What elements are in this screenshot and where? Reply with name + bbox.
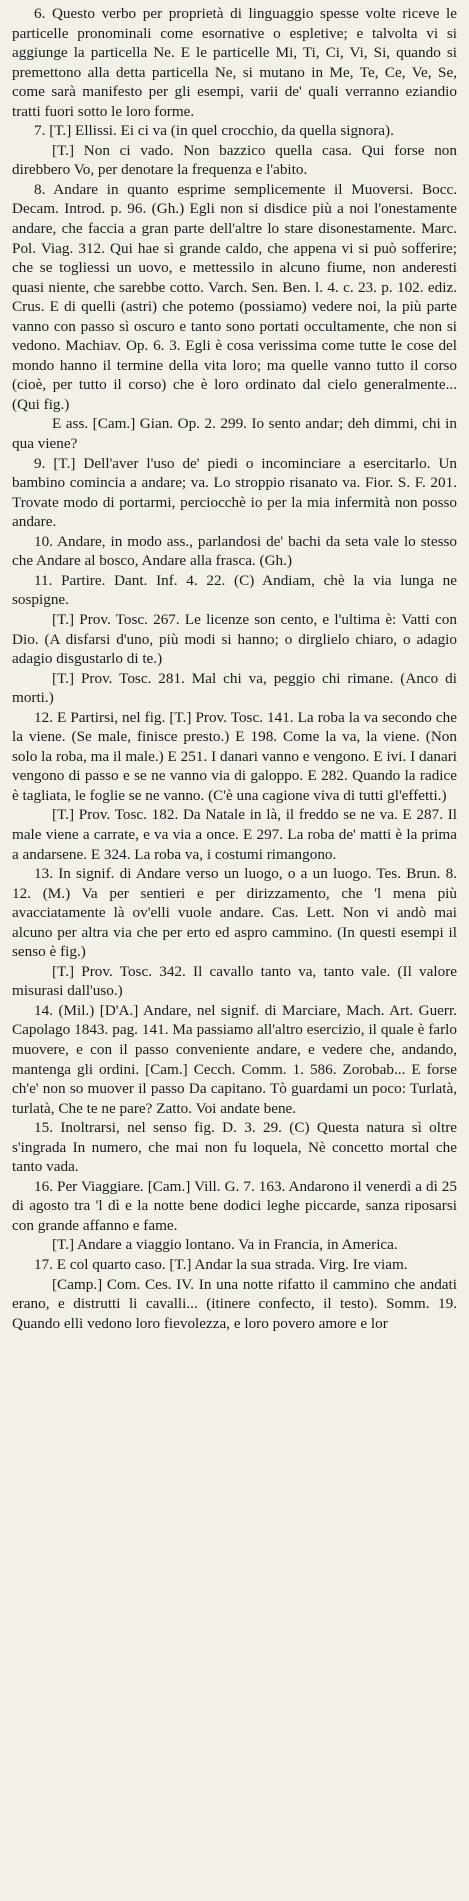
entry-12: 12. E Partirsi, nel fig. [T.] Prov. Tosc. 141. La roba la va secondo che la viene. (Se male, finisce presto.) E 198. Come la va, la viene. (Non solo la roba, ma il male.) E 251. I danari vanno e vengono. E ivi. I danari vengono di passo e se ne vanno via di galoppo. E 282. Quando la radice è tagliata, le foglie se ne vanno. (C'è una cagione viva di tutti gl'effetti.)	[12, 708, 457, 804]
entry-11: 11. Partire. Dant. Inf. 4. 22. (C) Andiam, chè la via lunga ne sospigne.	[12, 571, 457, 609]
entry-12-sub: [T.] Prov. Tosc. 182. Da Natale in là, il freddo se ne va. E 287. Il male viene a carrate, e va via a once. E 297. La roba de' matti è la prima a andarsene. E 324. La roba va, i costumi rimangono.	[12, 806, 457, 863]
entry-13-sub: [T.] Prov. Tosc. 342. Il cavallo tanto va, tanto vale. (Il valore misurasi dall'uso.)	[12, 962, 457, 1000]
entry-11-sub-b: [T.] Prov. Tosc. 281. Mal chi va, peggio chi rimane. (Anco di morti.)	[12, 669, 457, 707]
entry-11-sub-a: [T.] Prov. Tosc. 267. Le licenze son cento, e l'ultima è: Vatti con Dio. (A disfarsi d'uno, più modi si hanno; o dirglielo chiaro, o adagio adagio disgustarlo di te.)	[12, 610, 457, 668]
entry-17-sub: [Camp.] Com. Ces. IV. In una notte rifatto il cammino che andati erano, e distrutti li cavalli... (itinere confecto, il testo). Somm. 19. Quando elli vedono loro fievolezza, e loro povero amore e lor	[12, 1275, 457, 1332]
entry-16: 16. Per Viaggiare. [Cam.] Vill. G. 7. 163. Andarono il venerdì a dì 25 di agosto tra 'l dì e la notte bene dodici leghe piccarde, sanza riposarsi con grande affanno e fame.	[12, 1177, 457, 1234]
entry-7-sub: [T.] Non ci vado. Non bazzico quella casa. Qui forse non direbbero Vo, per denotare la frequenza e l'abito.	[12, 141, 457, 179]
entry-14: 14. (Mil.) [D'A.] Andare, nel signif. di Marciare, Mach. Art. Guerr. Capolago 1843. pag. 141. Ma passiamo all'altro esercizio, il quale è farlo muovere, e con il passo conveniente andare, e vedere che, andando, mantenga gli ordini. [Cam.] Cecch. Comm. 1. 586. Zorobab... E forse ch'e' non so muover il passo Da capitano. Tò guardami un poco: Turlatà, turlatà, Che te ne pare? Zatto. Voi andate bene.	[12, 1001, 457, 1117]
entry-10: 10. Andare, in modo ass., parlandosi de' bachi da seta vale lo stesso che Andare al bosco, Andare alla frasca. (Gh.)	[12, 532, 457, 570]
entry-8: 8. Andare in quanto esprime semplicemente il Muoversi. Bocc. Decam. Introd. p. 96. (Gh.) Egli non si disdice più a noi l'onestamente andare, che faccia a gran parte dell'altre lo stare disonestamente. Marc. Pol. Viag. 312. Qui hae sì grande caldo, che appena vi si può sofferire; che se togliessi un uovo, e mettessilo in alcuno fiume, non anderesti quasi niente, che sarebbe cotto. Varch. Sen. Ben. l. 4. c. 23. p. 102. ediz. Crus. E di quelli (astri) che potemo (possiamo) vedere noi, la più parte vanno con passo sì oscuro e tanto sono portati occultamente, che non si vedono. Machiav. Op. 6. 3. Egli è cosa verissima come tutte le cose del mondo hanno il termine della vita loro; ma quelle vanno tutto il corso (cioè, per tutto il corso) che è loro ordinato dal cielo generalmente... (Qui fig.)	[12, 180, 457, 413]
entry-13: 13. In signif. di Andare verso un luogo, o a un luogo. Tes. Brun. 8. 12. (M.) Va per sentieri e per dirizzamento, che 'l mena più avacciatamente là ov'elli vuole andare. Cas. Lett. Non vi andò mai alcuno per altra via che per erto ed aspro cammino. (In questi esempi il senso è fig.)	[12, 865, 457, 961]
entry-8-sub: E ass. [Cam.] Gian. Op. 2. 299. Io sento andar; deh dimmi, chi in qua viene?	[12, 415, 457, 453]
entry-17: 17. E col quarto caso. [T.] Andar la sua strada. Virg. Ire viam.	[34, 1256, 408, 1273]
entry-6: 6. Questo verbo per proprietà di linguaggio spesse volte riceve le particelle pronominali come esornative o espletive; e talvolta vi si aggiunge la particella Ne. E le particelle Mi, Ti, Ci, Vi, Si, quando si premettono alla detta particella Ne, si mutano in Me, Te, Ce, Ve, Se, come sarà manifesto per gli esempi, varii de' quali verranno eziandio tratti fuori sotto le loro forme.	[12, 5, 457, 120]
entry-15: 15. Inoltrarsi, nel senso fig. D. 3. 29. (C) Questa natura sì oltre s'ingrada In numero, che mai non fu loquela, Nè concetto mortal che tanto vada.	[12, 1119, 457, 1176]
entry-7: 7. [T.] Ellissi. Ei ci va (in quel crocchio, da quella signora).	[34, 122, 394, 140]
entry-16-sub: [T.] Andare a viaggio lontano. Va in Francia, in America.	[52, 1236, 398, 1254]
entry-9: 9. [T.] Dell'aver l'uso de' piedi o incominciare a esercitarlo. Un bambino comincia a andare; va. Lo stroppio risanato va. Fior. S. F. 201. Trovate modo di portarmi, perciocchè io per la mia infermità non posso andare.	[12, 454, 457, 531]
